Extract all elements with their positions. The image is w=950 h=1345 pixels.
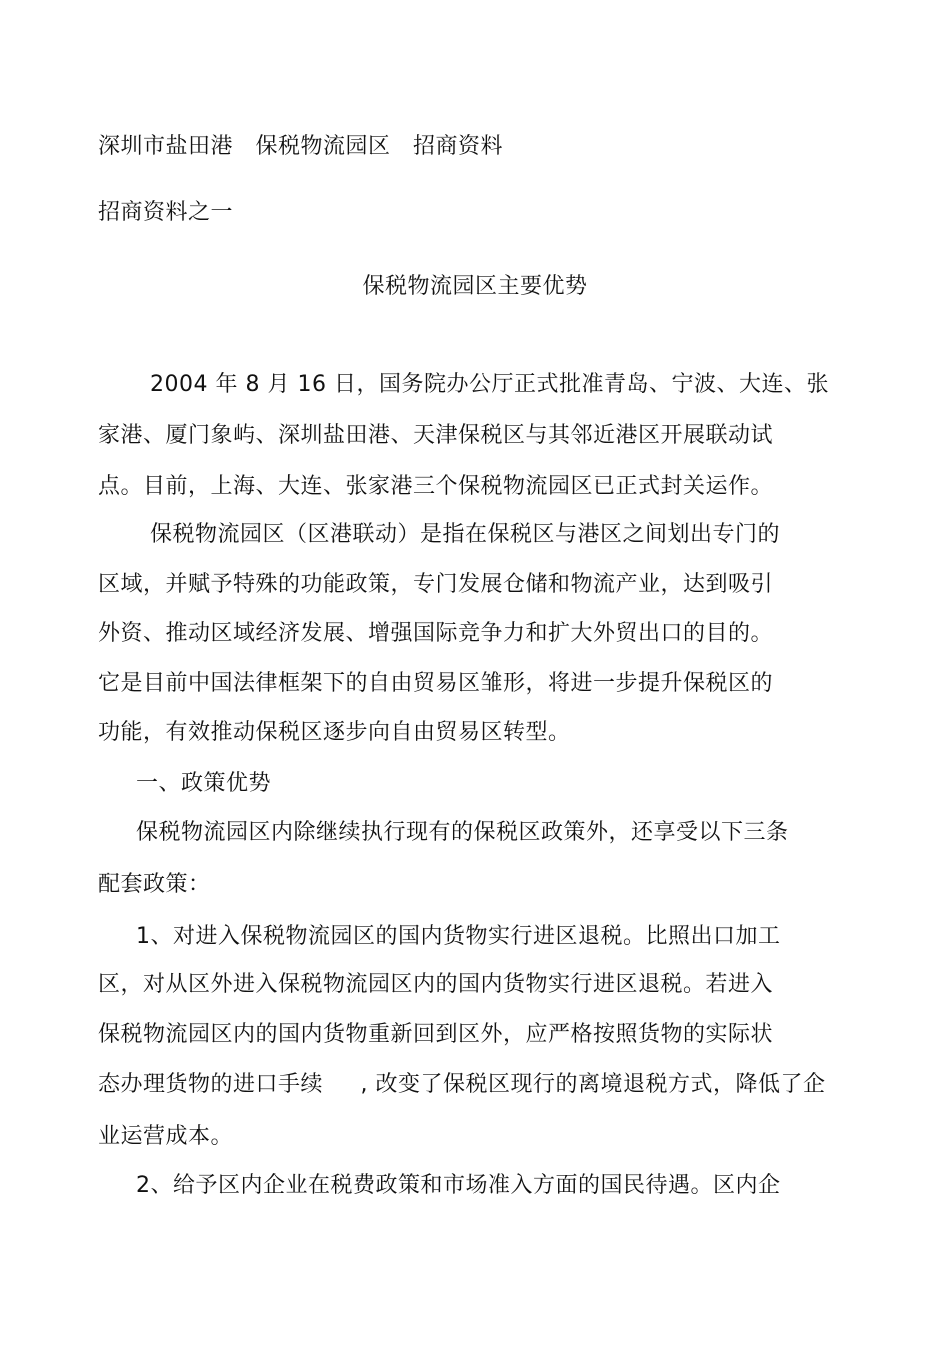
document-title: 深圳市盐田港 保税物流园区 招商资料 (98, 134, 503, 159)
paragraph-line: 外资、推动区域经济发展、增强国际竞争力和扩大外贸出口的目的。 (98, 621, 774, 646)
paragraph-line: 2004 年 8 月 16 日，国务院办公厅正式批准青岛、宁波、大连、张 (150, 372, 829, 397)
list-item-line: 1、对进入保税物流园区的国内货物实行进区退税。比照出口加工 (136, 924, 781, 949)
paragraph-line: 它是目前中国法律框架下的自由贸易区雏形，将进一步提升保税区的 (98, 671, 774, 696)
list-item-line: 2、给予区内企业在税费政策和市场准入方面的国民待遇。区内企 (136, 1173, 781, 1198)
document-subtitle: 招商资料之一 (98, 200, 234, 225)
paragraph-line: 保税物流园区（区港联动）是指在保税区与港区之间划出专门的 (150, 522, 781, 547)
paragraph-line: 功能，有效推动保税区逐步向自由贸易区转型。 (98, 720, 571, 745)
list-item-line: 态办理货物的进口手续 , 改变了保税区现行的离境退税方式，降低了企 (98, 1072, 826, 1097)
paragraph-line: 配套政策： (98, 872, 211, 897)
section-heading: 保税物流园区主要优势 (362, 274, 588, 299)
paragraph-line: 家港、厦门象屿、深圳盐田港、天津保税区与其邻近港区开展联动试 (98, 423, 774, 448)
paragraph-line: 区域，并赋予特殊的功能政策，专门发展仓储和物流产业，达到吸引 (98, 572, 774, 597)
paragraph-line: 保税物流园区内除继续执行现有的保税区政策外，还享受以下三条 (136, 820, 789, 845)
paragraph-line: 点。目前，上海、大连、张家港三个保税物流园区已正式封关运作。 (98, 474, 774, 499)
list-item-line: 业运营成本。 (98, 1124, 234, 1149)
list-item-line: 保税物流园区内的国内货物重新回到区外，应严格按照货物的实际状 (98, 1022, 774, 1047)
list-item-line: 区，对从区外进入保税物流园区内的国内货物实行进区退税。若进入 (98, 972, 774, 997)
section-heading-policy: 一、政策优势 (136, 771, 272, 796)
